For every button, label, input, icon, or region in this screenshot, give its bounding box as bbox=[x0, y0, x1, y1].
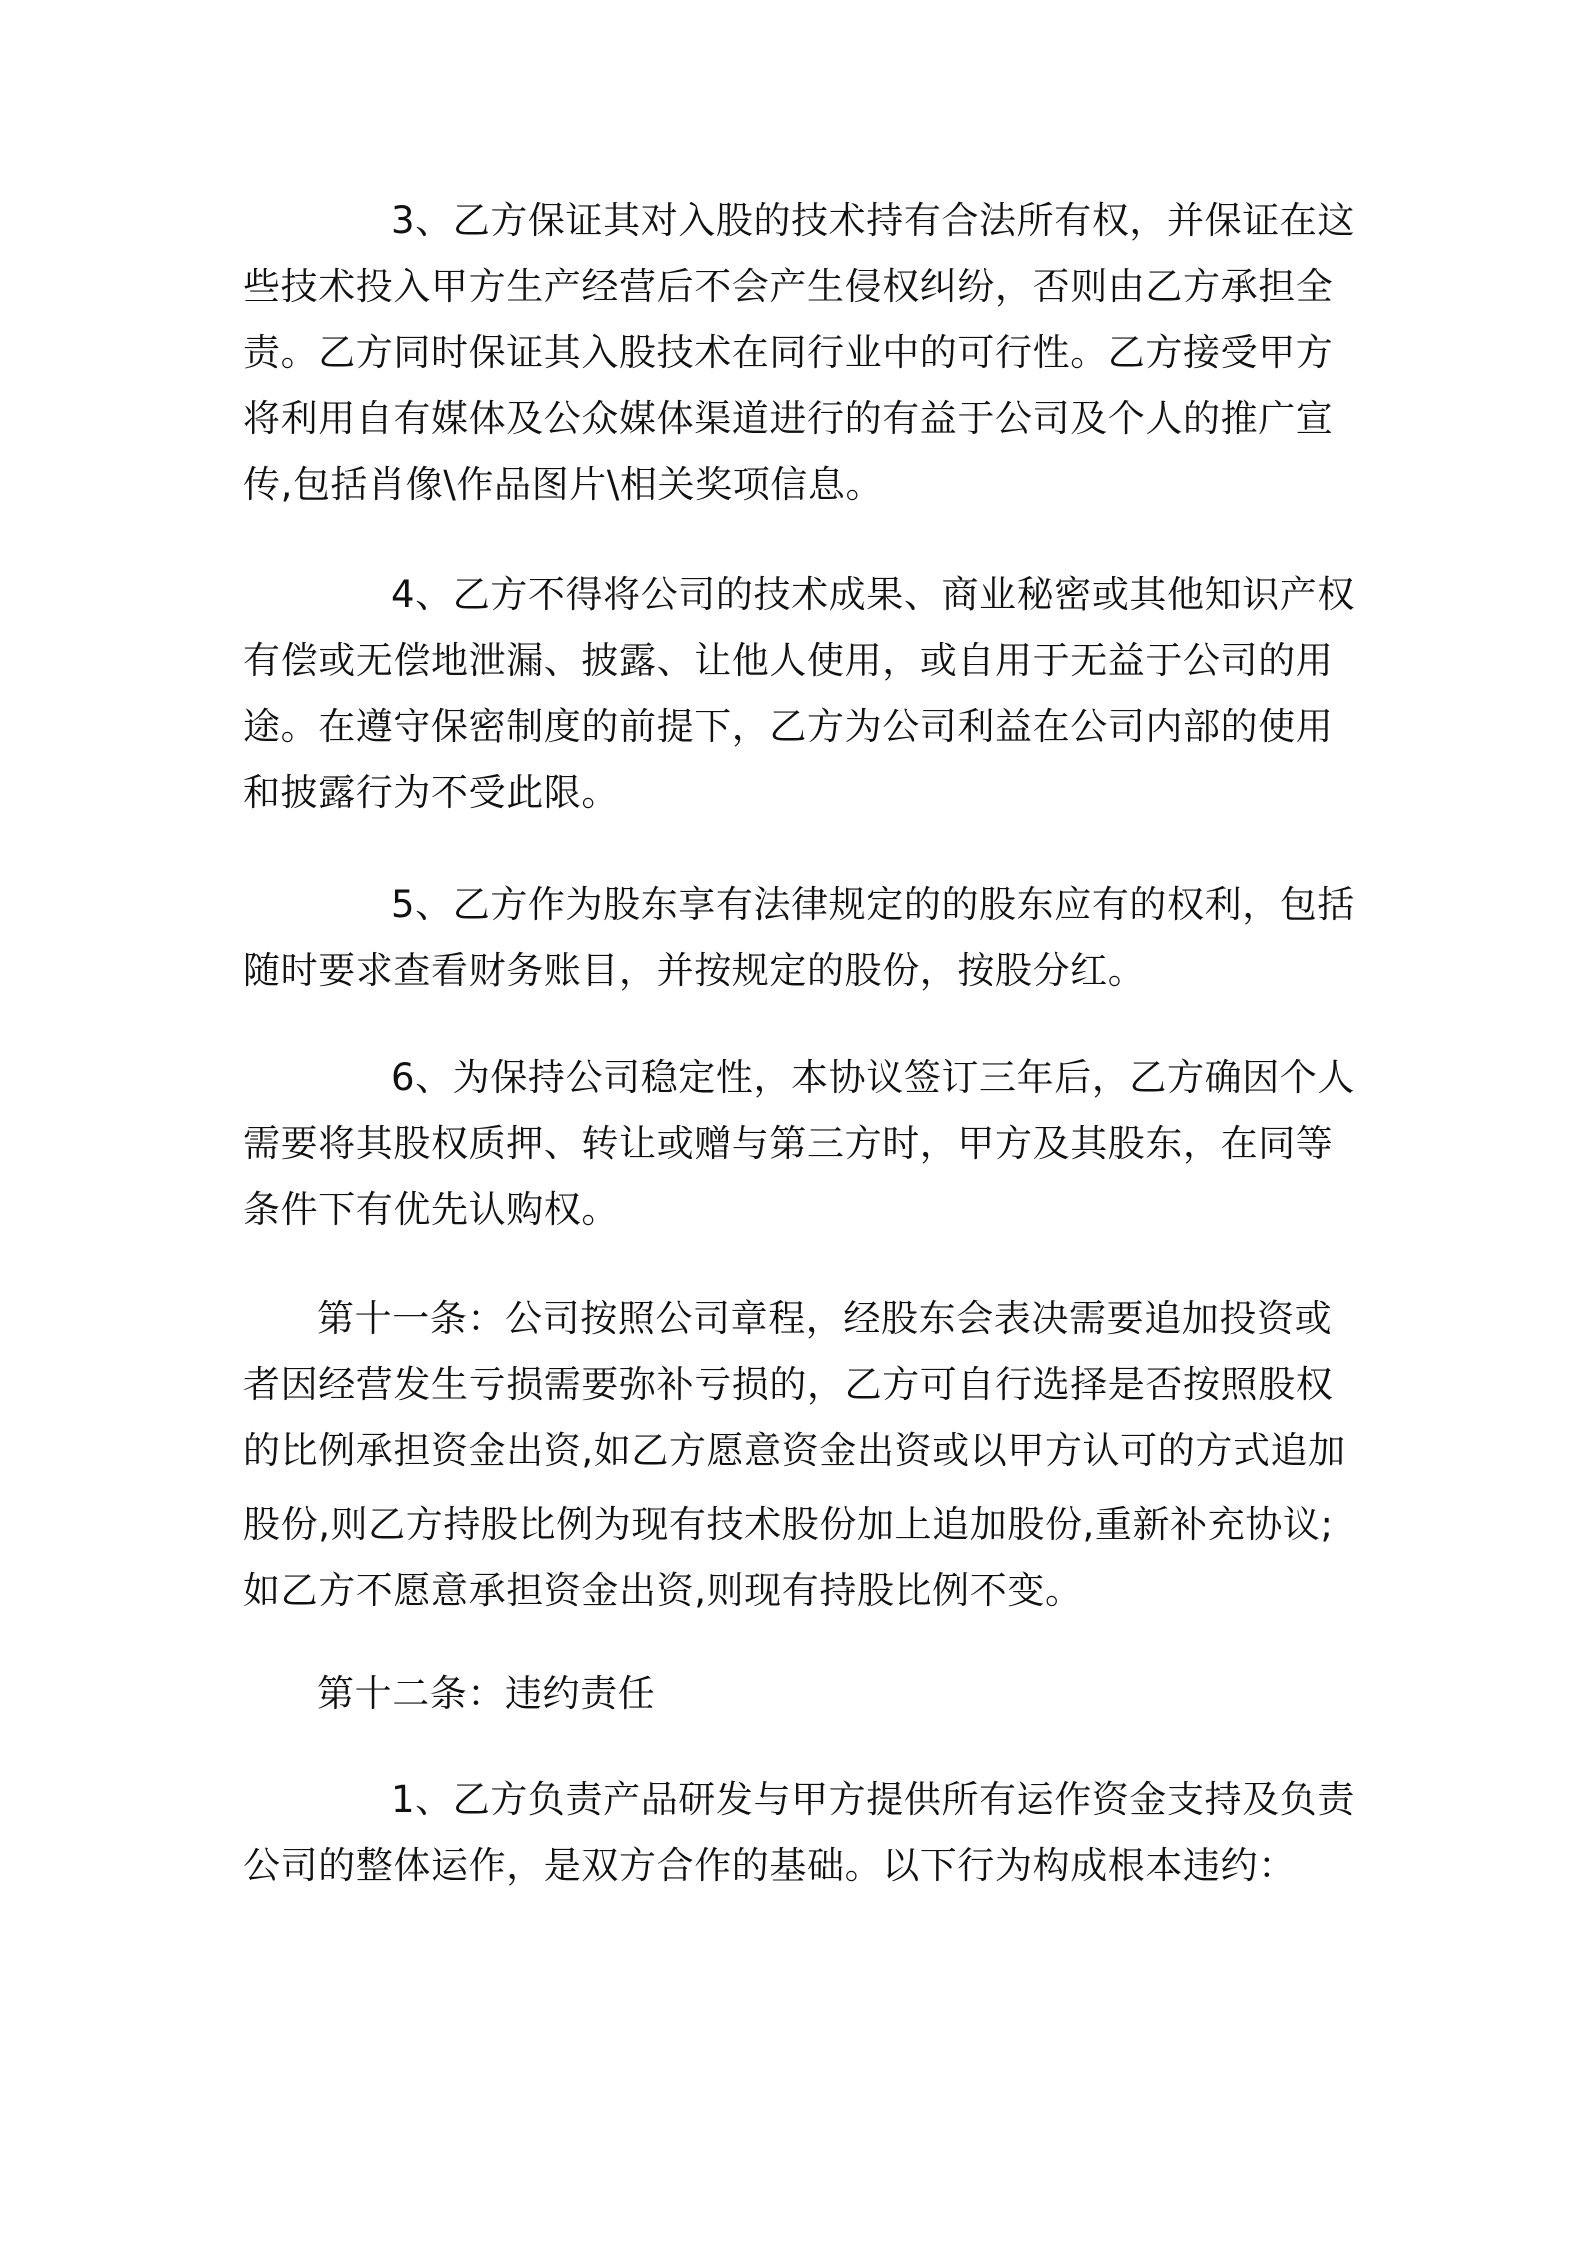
text-line: 3、乙方保证其对入股的技术持有合法所有权，并保证在这 bbox=[391, 199, 1355, 242]
text-line: 将利用自有媒体及公众媒体渠道进行的有益于公司及个人的推广宣 bbox=[243, 397, 1334, 440]
text-line: 责。乙方同时保证其入股技术在同行业中的可行性。乙方接受甲方 bbox=[243, 331, 1334, 374]
text-line: 需要将其股权质押、转让或赠与第三方时，甲方及其股东，在同等 bbox=[243, 1122, 1334, 1165]
text-line: 传,包括肖像\作品图片\相关奖项信息。 bbox=[243, 463, 884, 506]
text-line: 者因经营发生亏损需要弥补亏损的，乙方可自行选择是否按照股权 bbox=[243, 1363, 1334, 1406]
text-line: 股份,则乙方持股比例为现有技术股份加上追加股份,重新补充协议; bbox=[243, 1503, 1334, 1546]
text-line: 如乙方不愿意承担资金出资,则现有持股比例不变。 bbox=[243, 1569, 1083, 1612]
clause-3-paragraph bbox=[243, 188, 1355, 518]
text-line: 4、乙方不得将公司的技术成果、商业秘密或其他知识产权 bbox=[391, 573, 1355, 616]
text-line: 些技术投入甲方生产经营后不会产生侵权纠纷，否则由乙方承担全 bbox=[243, 265, 1334, 308]
text-line: 1、乙方负责产品研发与甲方提供所有运作资金支持及负责 bbox=[391, 1778, 1355, 1821]
clause-4-paragraph bbox=[243, 562, 1355, 826]
text-line: 和披露行为不受此限。 bbox=[243, 771, 619, 814]
text-line: 条件下有优先认购权。 bbox=[243, 1188, 619, 1231]
text-line: 公司的整体运作，是双方合作的基础。以下行为构成根本违约： bbox=[243, 1844, 1296, 1887]
breach-clause-1-paragraph bbox=[243, 1767, 1355, 1899]
text-line: 随时要求查看财务账目，并按规定的股份，按股分红。 bbox=[243, 949, 1146, 992]
clause-5-paragraph bbox=[243, 872, 1355, 1004]
text-line: 第十一条：公司按照公司章程，经股东会表决需要追加投资或 bbox=[317, 1297, 1333, 1340]
article-11-paragraph bbox=[243, 1286, 1355, 1624]
clause-6-paragraph bbox=[243, 1045, 1355, 1243]
text-line: 的比例承担资金出资,如乙方愿意资金出资或以甲方认可的方式追加 bbox=[243, 1429, 1346, 1472]
text-line: 有偿或无偿地泄漏、披露、让他人使用，或自用于无益于公司的用 bbox=[243, 639, 1334, 682]
article-12-heading bbox=[243, 1661, 1355, 1727]
text-line: 5、乙方作为股东享有法律规定的的股东应有的权利，包括 bbox=[391, 883, 1355, 926]
text-line: 途。在遵守保密制度的前提下，乙方为公司利益在公司内部的使用 bbox=[243, 705, 1334, 748]
text-line: 第十二条：违约责任 bbox=[317, 1672, 656, 1715]
text-line: 6、为保持公司稳定性，本协议签订三年后，乙方确因个人 bbox=[391, 1056, 1355, 1099]
